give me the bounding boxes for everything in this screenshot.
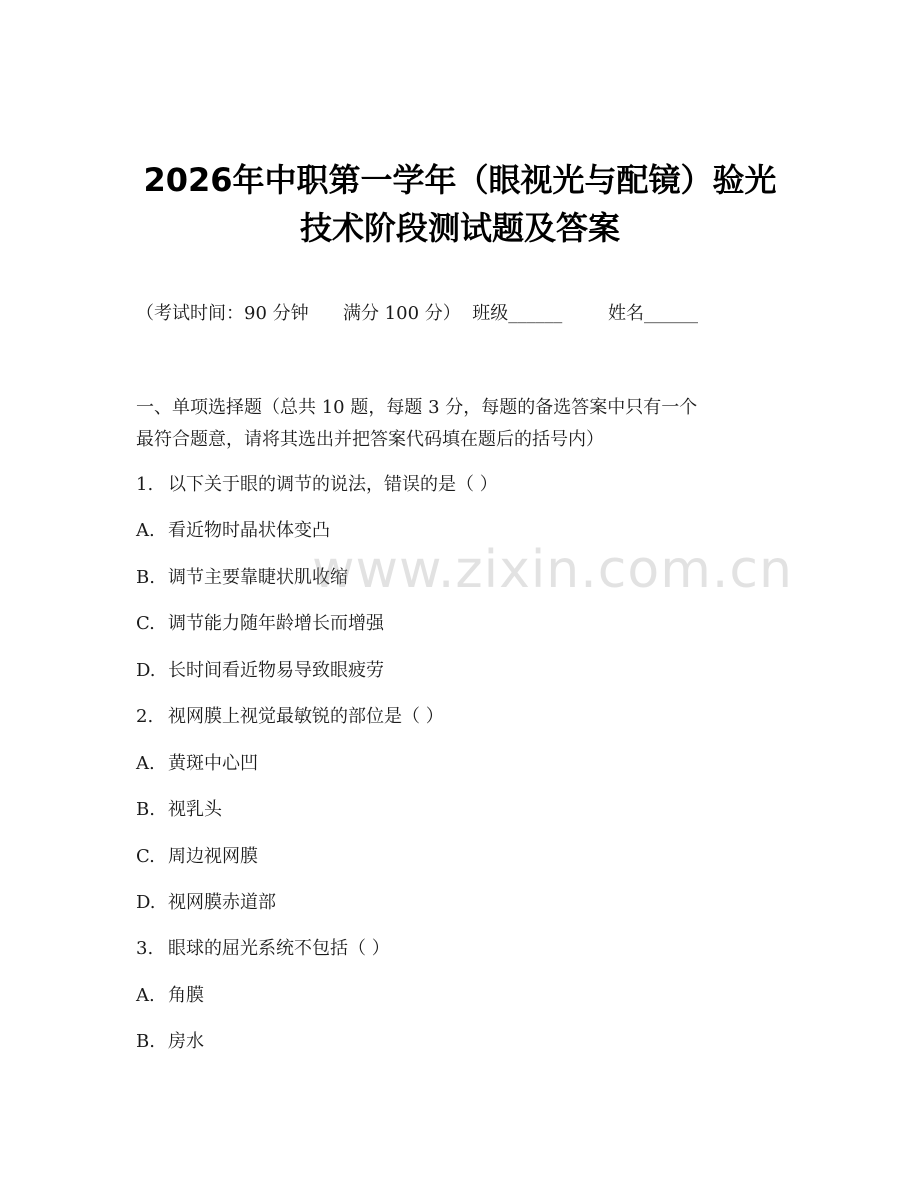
question-1-option-c (136, 612, 796, 636)
question-3-option-a (136, 984, 796, 1008)
option-letter: A. (136, 520, 155, 541)
question-1 (136, 473, 796, 497)
exam-info-line: （考试时间：90 分钟 满分 100 分） 班级______ 姓名______ (136, 303, 698, 324)
question-2-option-c (136, 845, 796, 869)
question-2-option-b (136, 798, 796, 822)
question-3-option-b (136, 1030, 796, 1054)
option-letter: A. (136, 753, 155, 774)
option-text: 黄斑中心凹 (168, 753, 258, 774)
question-number: 2. (136, 706, 154, 727)
question-2-option-a (136, 752, 796, 776)
question-3 (136, 937, 796, 961)
option-text: 视乳头 (168, 799, 222, 820)
section-heading-line-2: 最符合题意，请将其选出并把答案代码填在题后的括号内） (136, 429, 604, 450)
option-letter: B. (136, 799, 155, 820)
document-title-line-2: 技术阶段测试题及答案 (299, 209, 620, 247)
watermark: www.zixin.com.cn (312, 540, 793, 600)
option-letter: D. (136, 660, 156, 681)
question-number: 1. (136, 474, 154, 495)
section-heading-line-1: 一、单项选择题（总共 10 题，每题 3 分，每题的备选答案中只有一个 (136, 397, 698, 418)
option-text: 调节能力随年龄增长而增强 (168, 613, 384, 634)
option-text: 周边视网膜 (168, 846, 258, 867)
option-letter: C. (136, 846, 155, 867)
question-text: 视网膜上视觉最敏锐的部位是（ ） (168, 706, 444, 727)
option-letter: A. (136, 985, 155, 1006)
question-text: 眼球的屈光系统不包括（ ） (168, 938, 390, 959)
question-1-option-d (136, 659, 796, 683)
question-2 (136, 705, 796, 729)
option-text: 视网膜赤道部 (168, 892, 276, 913)
option-letter: D. (136, 892, 156, 913)
option-text: 调节主要靠睫状肌收缩 (168, 567, 348, 588)
option-text: 看近物时晶状体变凸 (168, 520, 330, 541)
option-letter: B. (136, 1031, 155, 1052)
option-text: 长时间看近物易导致眼疲劳 (168, 660, 384, 681)
option-letter: B. (136, 567, 155, 588)
document-title-line-1: 2026年中职第一学年（眼视光与配镜）验光 (143, 161, 777, 199)
question-2-option-d (136, 891, 796, 915)
question-number: 3. (136, 938, 154, 959)
question-text: 以下关于眼的调节的说法，错误的是（ ） (168, 474, 498, 495)
option-letter: C. (136, 613, 155, 634)
option-text: 角膜 (168, 985, 204, 1006)
option-text: 房水 (168, 1031, 204, 1052)
